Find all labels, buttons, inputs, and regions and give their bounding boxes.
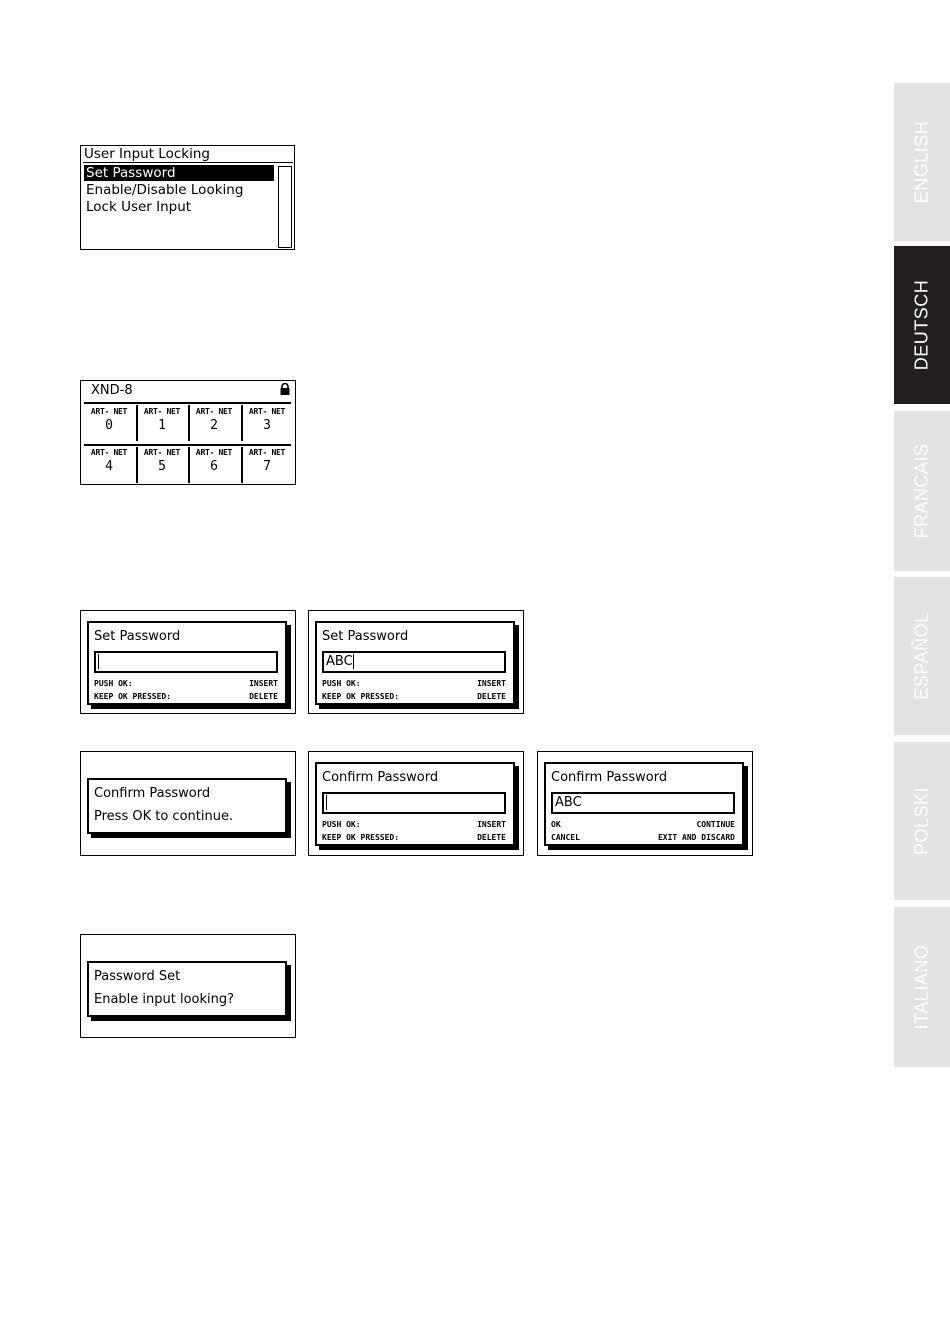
channel-cell[interactable]: [241, 405, 293, 443]
divider: [83, 162, 293, 163]
divider: [241, 405, 243, 441]
hint-label: KEEP OK PRESSED:: [322, 833, 400, 842]
dialog-title: Confirm Password: [322, 770, 439, 785]
dialog-title: Set Password: [94, 629, 181, 644]
channel-value: 2: [210, 418, 218, 433]
text-cursor: [353, 654, 354, 669]
channel-label: ART- NET: [248, 448, 286, 457]
tab-francais[interactable]: [894, 411, 950, 571]
dialog-title: Confirm Password: [551, 770, 668, 785]
channel-label: ART- NET: [90, 448, 128, 457]
lock-icon: [279, 383, 291, 395]
channel-cell[interactable]: [83, 405, 135, 443]
field-value: ABC: [326, 654, 353, 669]
dialog: [544, 762, 744, 846]
channel-cell[interactable]: [188, 446, 240, 484]
hint-label: PUSH OK:: [94, 679, 133, 688]
dialog: [87, 778, 287, 834]
tab-deutsch[interactable]: [894, 246, 950, 404]
tab-label: DEUTSCH: [911, 279, 932, 371]
channel-cell[interactable]: [188, 405, 240, 443]
dialog-message: Enable input looking?: [94, 992, 235, 1007]
confirm-password-screen-filled: [537, 751, 753, 856]
channel-label: ART- NET: [143, 448, 181, 457]
tab-label: ENGLISH: [911, 120, 932, 204]
confirm-password-screen: [308, 751, 524, 856]
dialog-message: Press OK to continue.: [94, 809, 234, 824]
text-cursor: [98, 654, 99, 669]
tab-espanol[interactable]: [894, 577, 950, 735]
hint-action: DELETE: [477, 692, 506, 701]
password-field[interactable]: [322, 792, 506, 814]
hint-label: OK: [551, 820, 561, 829]
dialog: [315, 762, 515, 846]
menu-item-set-password[interactable]: Set Password: [84, 165, 274, 181]
hint-action: INSERT: [477, 679, 506, 688]
dialog-title: Password Set: [94, 969, 181, 984]
tab-label: ESPAÑOL: [911, 612, 932, 700]
confirm-prompt-screen: [80, 751, 296, 856]
channel-cell[interactable]: [136, 446, 188, 484]
divider: [136, 447, 138, 483]
hint-action: INSERT: [249, 679, 278, 688]
scrollbar[interactable]: [278, 166, 292, 248]
password-set-screen: [80, 934, 296, 1038]
hint-action: INSERT: [477, 820, 506, 829]
hint-action: CONTINUE: [696, 820, 735, 829]
home-screen: [80, 380, 296, 485]
language-tabs: [894, 0, 950, 1332]
divider: [136, 405, 138, 441]
password-field[interactable]: [551, 792, 735, 814]
channel-label: ART- NET: [248, 407, 286, 416]
channel-value: 5: [158, 459, 166, 474]
channel-cell[interactable]: [83, 446, 135, 484]
channel-label: ART- NET: [195, 407, 233, 416]
channel-value: 4: [105, 459, 113, 474]
channel-cell[interactable]: [136, 405, 188, 443]
password-field[interactable]: [322, 651, 506, 673]
channel-cell[interactable]: [241, 446, 293, 484]
tab-label: POLSKI: [911, 786, 932, 856]
menu-item-lock-user-input[interactable]: Lock User Input: [86, 199, 192, 215]
channel-value: 3: [263, 418, 271, 433]
dialog: [315, 621, 515, 705]
divider: [84, 402, 291, 404]
channel-value: 7: [263, 459, 271, 474]
tab-polski[interactable]: [894, 742, 950, 900]
password-field[interactable]: [94, 651, 278, 673]
tab-label: FRANCAIS: [911, 443, 932, 539]
dialog: [87, 621, 287, 705]
hint-label: CANCEL: [551, 833, 580, 842]
set-password-screen: [80, 610, 296, 714]
set-password-screen-filled: [308, 610, 524, 714]
divider: [241, 447, 243, 483]
divider: [188, 405, 190, 441]
channel-value: 6: [210, 459, 218, 474]
channel-label: ART- NET: [195, 448, 233, 457]
channel-label: ART- NET: [143, 407, 181, 416]
tab-italiano[interactable]: [894, 907, 950, 1067]
device-title: XND-8: [91, 383, 133, 398]
user-input-locking-screen: [80, 145, 295, 250]
hint-action: DELETE: [477, 833, 506, 842]
text-cursor: [326, 795, 327, 810]
channel-value: 0: [105, 418, 113, 433]
hint-action: EXIT AND DISCARD: [657, 833, 735, 842]
hint-label: KEEP OK PRESSED:: [322, 692, 400, 701]
tab-english[interactable]: [894, 83, 950, 241]
divider: [188, 447, 190, 483]
hint-label: PUSH OK:: [322, 679, 361, 688]
menu-title: User Input Locking: [84, 146, 210, 162]
channel-value: 1: [158, 418, 166, 433]
tab-label: ITALIANO: [911, 944, 932, 1030]
dialog-title: Confirm Password: [94, 786, 211, 801]
hint-label: KEEP OK PRESSED:: [94, 692, 172, 701]
field-value: ABC: [555, 795, 582, 810]
menu-item-enable-disable-locking[interactable]: Enable/Disable Looking: [86, 182, 244, 198]
dialog-title: Set Password: [322, 629, 409, 644]
channel-label: ART- NET: [90, 407, 128, 416]
hint-label: PUSH OK:: [322, 820, 361, 829]
dialog: [87, 961, 287, 1017]
hint-action: DELETE: [249, 692, 278, 701]
